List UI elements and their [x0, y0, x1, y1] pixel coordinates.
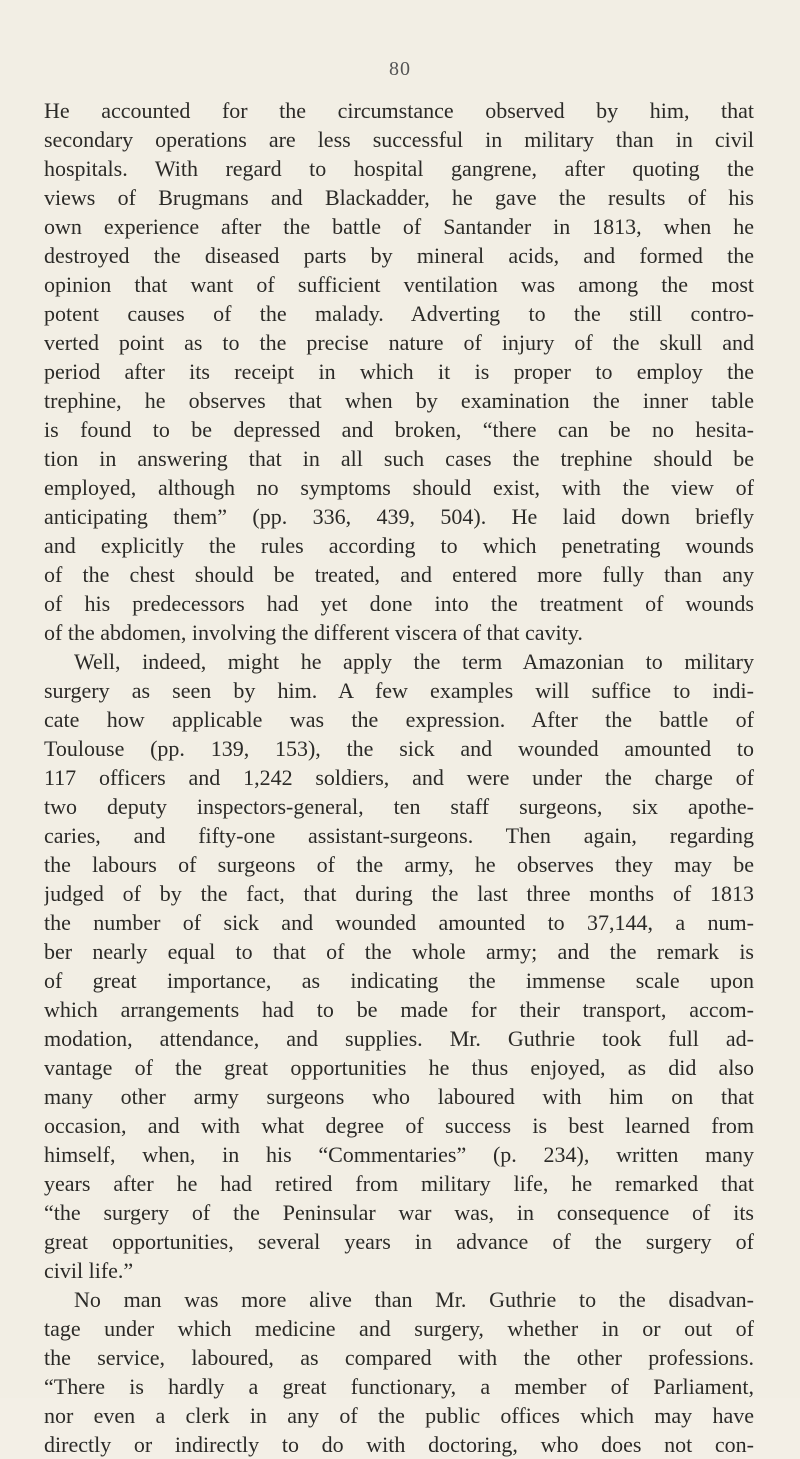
text-line: of his predecessors had yet done into the treatment of wounds — [44, 591, 754, 616]
text-line: tion in answering that in all such cases the trephine should be — [44, 446, 754, 471]
text-line: occasion, and with what degree of success is best learned from — [44, 1113, 754, 1138]
text-line: of the abdomen, involving the different viscera of that cavity. — [44, 620, 583, 645]
text-line: great opportunities, several years in advance of the surgery of — [44, 1229, 754, 1254]
text-line: years after he had retired from military life, he remarked that — [44, 1171, 754, 1196]
text-line: Well, indeed, might he apply the term Amazonian to military — [74, 649, 754, 674]
text-line: cate how applicable was the expression. After the battle of — [44, 707, 754, 732]
text-line: the number of sick and wounded amounted to 37,144, a num- — [44, 910, 754, 935]
text-line: vantage of the great opportunities he thus enjoyed, as did also — [44, 1055, 754, 1080]
text-line: the service, laboured, as compared with the other professions. — [44, 1345, 754, 1370]
text-line: hospitals. With regard to hospital gangrene, after quoting the — [44, 156, 754, 181]
text-line: He accounted for the circumstance observed by him, that — [44, 98, 754, 123]
text-line: judged of by the fact, that during the last three months of 1813 — [44, 881, 754, 906]
text-line: views of Brugmans and Blackadder, he gave the results of his — [44, 185, 754, 210]
text-line: the labours of surgeons of the army, he observes they may be — [44, 852, 754, 877]
text-line: modation, attendance, and supplies. Mr. Guthrie took full ad- — [44, 1026, 754, 1051]
text-line: and explicitly the rules according to which penetrating wounds — [44, 533, 754, 558]
text-line: opinion that want of sufficient ventilation was among the most — [44, 272, 754, 297]
text-line: many other army surgeons who laboured with him on that — [44, 1084, 754, 1109]
text-line: “the surgery of the Peninsular war was, in consequence of its — [44, 1200, 754, 1225]
text-line: surgery as seen by him. A few examples will suffice to indi- — [44, 678, 754, 703]
text-line: nor even a clerk in any of the public offices which may have — [44, 1403, 754, 1428]
text-line: 117 officers and 1,242 soldiers, and were under the charge of — [44, 765, 754, 790]
text-line: own experience after the battle of Santander in 1813, when he — [44, 214, 754, 239]
text-line: of great importance, as indicating the immense scale upon — [44, 968, 754, 993]
page-number: 80 — [389, 58, 411, 80]
text-line: caries, and fifty-one assistant-surgeons. Then again, regarding — [44, 823, 754, 848]
text-line: period after its receipt in which it is proper to employ the — [44, 359, 754, 384]
text-line: directly or indirectly to do with doctoring, who does not con- — [44, 1432, 754, 1457]
text-line: of the chest should be treated, and entered more fully than any — [44, 562, 754, 587]
text-line: is found to be depressed and broken, “there can be no hesita- — [44, 417, 754, 442]
text-line: Toulouse (pp. 139, 153), the sick and wounded amounted to — [44, 736, 754, 761]
text-line: No man was more alive than Mr. Guthrie to the disadvan- — [74, 1287, 754, 1312]
text-line: tage under which medicine and surgery, whether in or out of — [44, 1316, 754, 1341]
body-text — [44, 96, 754, 1459]
text-line: destroyed the diseased parts by mineral acids, and formed the — [44, 243, 754, 268]
text-line: two deputy inspectors-general, ten staff surgeons, six apothe- — [44, 794, 754, 819]
text-line: secondary operations are less successful in military than in civil — [44, 127, 754, 152]
text-line: “There is hardly a great functionary, a member of Parliament, — [44, 1374, 754, 1399]
text-line: himself, when, in his “Commentaries” (p. 234), written many — [44, 1142, 754, 1167]
text-line: which arrangements had to be made for their transport, accom- — [44, 997, 754, 1022]
text-line: trephine, he observes that when by examination the inner table — [44, 388, 754, 413]
text-line: employed, although no symptoms should exist, with the view of — [44, 475, 754, 500]
text-line: anticipating them” (pp. 336, 439, 504). He laid down briefly — [44, 504, 754, 529]
text-line: verted point as to the precise nature of injury of the skull and — [44, 330, 754, 355]
text-line: ber nearly equal to that of the whole army; and the remark is — [44, 939, 754, 964]
text-line: potent causes of the malady. Adverting to the still contro- — [44, 301, 754, 326]
text-line: civil life.” — [44, 1258, 134, 1283]
